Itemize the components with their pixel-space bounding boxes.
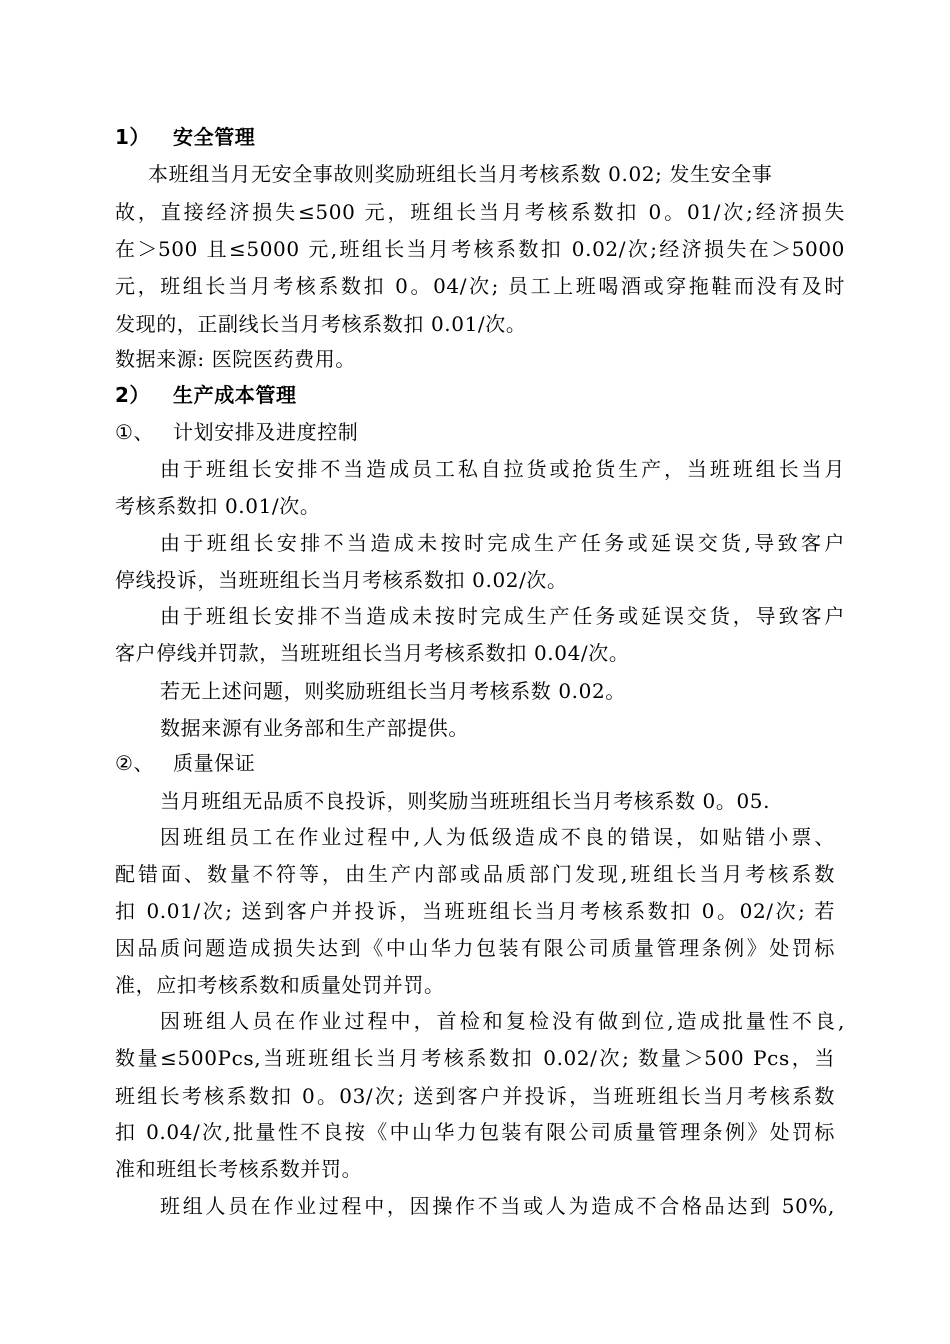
section-1-title: 安全管理 [173,125,256,149]
paragraph-line: 由于班组长安排不当造成员工私自拉货或抢货生产，当班班组长当月 [160,457,845,481]
paragraph-line: 本班组当月无安全事故则奖励班组长当月考核系数 0.02; 发生安全事 [148,162,773,186]
section-1-number: 1） [115,125,151,149]
data-source-line: 数据来源: 医院医药费用。 [115,347,356,371]
section-2-title: 生产成本管理 [173,383,297,407]
paragraph-line: 配错面、数量不符等，由生产内部或品质部门发现,班组长当月考核系数 [115,862,835,886]
paragraph-line: 元，班组长当月考核系数扣 0。04/次; 员工上班喝酒或穿拖鞋而没有及时 [115,274,845,298]
paragraph-line: 因班组员工在作业过程中,人为低级造成不良的错误，如贴错小票、 [160,825,835,849]
paragraph-line: 客户停线并罚款，当班班组长当月考核系数扣 0.04/次。 [115,641,630,665]
paragraph-line: 故，直接经济损失≤500 元，班组长当月考核系数扣 0。01/次;经济损失 [115,200,845,224]
paragraph-line: 考核系数扣 0.01/次。 [115,494,321,518]
subsection-2-heading [115,749,845,777]
paragraph-line: 班组人员在作业过程中，因操作不当或人为造成不合格品达到 50%, [160,1194,835,1218]
paragraph-line: 当月班组无品质不良投诉，则奖励当班班组长当月考核系数 0。05. [160,789,771,813]
subsection-1-heading [115,418,845,446]
paragraph-line: 扣 0.01/次; 送到客户并投诉，当班班组长当月考核系数扣 0。02/次; 若 [115,899,835,923]
paragraph-line: 扣 0.04/次,批量性不良按《中山华力包装有限公司质量管理条例》处罚标 [115,1120,835,1144]
paragraph-line: 发现的，正副线长当月考核系数扣 0.01/次。 [115,312,527,336]
paragraph-line: 因品质问题造成损失达到《中山华力包装有限公司质量管理条例》处罚标 [115,936,835,960]
subsection-1-number: ①、 [115,420,155,444]
paragraph-line: 数量≤500Pcs,当班班组长当月考核系数扣 0.02/次; 数量＞500 Pcs，当 [115,1046,835,1070]
subsection-2-number: ②、 [115,751,155,775]
section-2-number: 2） [115,383,151,407]
paragraph-line: 由于班组长安排不当造成未按时完成生产任务或延误交货,导致客户 [160,531,845,555]
paragraph-line: 准和班组长考核系数并罚。 [115,1157,363,1181]
subsection-2-title: 质量保证 [173,751,256,775]
paragraph-line: 因班组人员在作业过程中，首检和复检没有做到位,造成批量性不良, [160,1009,845,1033]
paragraph-line: 由于班组长安排不当造成未按时完成生产任务或延误交货，导致客户 [160,604,845,628]
section-1-heading [115,123,845,151]
paragraph-line: 若无上述问题，则奖励班组长当月考核系数 0.02。 [160,679,626,703]
paragraph-line: 班组长考核系数扣 0。03/次; 送到客户并投诉，当班班组长当月考核系数 [115,1084,835,1108]
paragraph-line: 准，应扣考核系数和质量处罚并罚。 [115,973,445,997]
section-2-heading [115,381,845,409]
paragraph-line: 在＞500 且≤5000 元,班组长当月考核系数扣 0.02/次;经济损失在＞5000 [115,237,845,261]
data-source-line: 数据来源有业务部和生产部提供。 [160,716,469,740]
subsection-1-title: 计划安排及进度控制 [173,420,359,444]
paragraph-line: 停线投诉，当班班组长当月考核系数扣 0.02/次。 [115,568,568,592]
